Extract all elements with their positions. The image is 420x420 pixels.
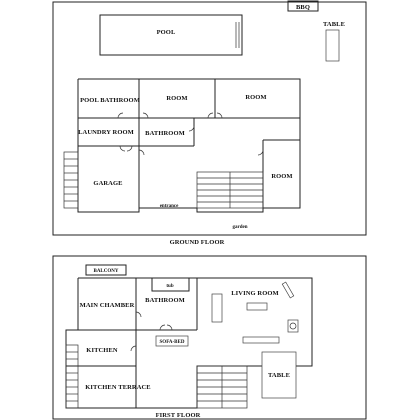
garage-label: GARAGE	[93, 180, 123, 187]
door-arc	[160, 325, 165, 330]
door-arc	[131, 346, 136, 351]
door-arc	[208, 113, 213, 118]
first-floor-side-stairs	[66, 345, 78, 408]
laundry-room-label: LAUNDRY ROOM	[78, 129, 134, 136]
sofa-shape	[212, 294, 222, 322]
bathroom-label: BATHROOM	[145, 130, 185, 137]
room2-label: ROOM	[245, 94, 267, 101]
kitchen-label: KITCHEN	[86, 347, 118, 354]
first-floor-staircase	[197, 366, 247, 408]
room3-label: ROOM	[271, 173, 293, 180]
dining-table-label: TABLE	[267, 372, 291, 379]
pool-bathroom-label: POOL BATHROOM	[80, 97, 140, 104]
first-floor-frame	[53, 256, 366, 419]
sofa-bed-label: SOFA-BED	[159, 340, 185, 345]
ground-floor-plan	[53, 1, 366, 246]
cabinet-shape	[243, 337, 279, 343]
ground-staircase	[197, 172, 263, 208]
entrance-label: entrance	[159, 204, 179, 209]
first-bathroom-label: BATHROOM	[145, 297, 185, 304]
door-arc	[258, 150, 263, 155]
balcony-label: BALCONY	[93, 269, 119, 274]
garden-label: garden	[232, 225, 248, 230]
door-arc	[120, 146, 125, 151]
outdoor-table-label: TABLE	[322, 21, 346, 28]
first-floor-title: FIRST FLOOR	[155, 412, 201, 419]
outdoor-table-shape	[326, 30, 339, 61]
lamp-shape	[282, 282, 293, 298]
tub-label: tub	[166, 284, 174, 289]
first-floor-plan	[53, 256, 366, 419]
door-arc	[189, 126, 194, 131]
room1-label: ROOM	[166, 95, 188, 102]
door-arc	[118, 113, 123, 118]
door-arc	[143, 113, 148, 118]
living-room-label: LIVING ROOM	[231, 290, 279, 297]
garage-stairs	[64, 152, 78, 208]
ground-floor-title: GROUND FLOOR	[169, 239, 225, 246]
main-chamber-label: MAIN CHAMBER	[79, 302, 135, 309]
door-arc	[136, 312, 141, 317]
door-arc	[127, 146, 132, 151]
coffee-table-shape	[247, 303, 267, 310]
armchair-shape	[288, 320, 298, 332]
pool-label: POOL	[156, 29, 176, 36]
bbq-label: BBQ	[295, 4, 311, 11]
door-arc	[139, 150, 144, 155]
door-arc	[217, 113, 222, 118]
kitchen-terrace-label: KITCHEN TERRACE	[85, 384, 151, 391]
door-arc	[167, 325, 172, 330]
